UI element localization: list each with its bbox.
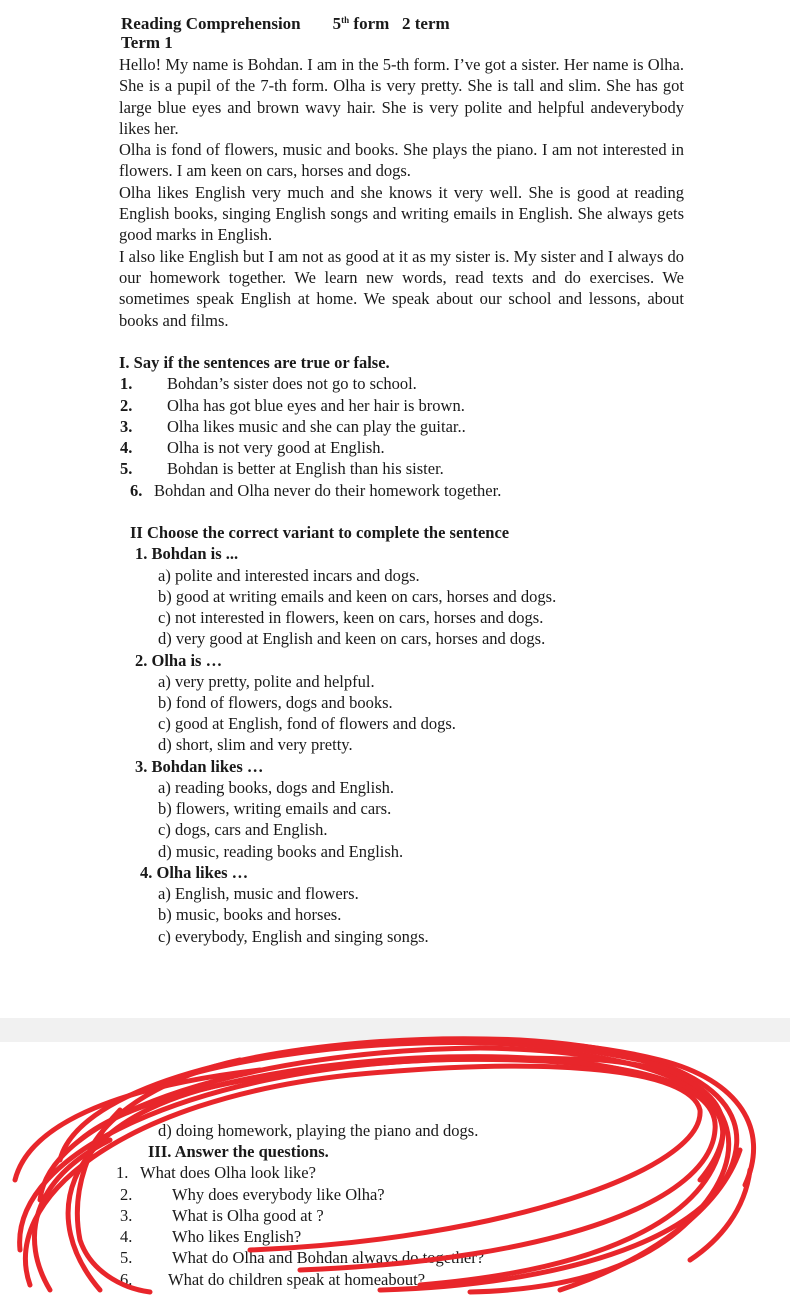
list-item: 5. Bohdan is better at English than his sister. [120,459,444,478]
paragraph-2: Olha is fond of flowers, music and books. She plays the piano. I am not interested in flowers. I am keen on cars, horses and dogs. [119,140,684,181]
paragraph-3: Olha likes English very much and she knows it very well. She is good at reading English books, singing English songs and writing emails in English. She always gets good marks in English. [119,182,684,245]
paragraph-1: Hello! My name is Bohdan. I am in the 5-th form. I’ve got a sister. Her name is Olha. She is a pupil of the 7-th form. Olha is very pretty. She is tall and slim. She has got large blue eyes and brown wavy hair. She is very polite and helpful andeverybody likes her. [119,55,684,138]
option: d) very good at English and keen on cars, horses and dogs. [158,629,546,648]
list-item: 5. What do Olha and Bohdan always do together? [120,1248,485,1267]
section-2-title: II Choose the correct variant to complete the sentence [130,523,510,542]
option: b) music, books and horses. [158,905,342,924]
list-item: 4. Olha is not very good at English. [120,438,385,457]
option: b) good at writing emails and keen on cars, horses and dogs. [158,587,557,606]
list-item: 6. Bohdan and Olha never do their homework together. [130,481,502,500]
grade-label: 5th form 2 term [332,14,450,33]
list-item: 2. Olha has got blue eyes and her hair is brown. [120,396,465,415]
option: d) music, reading books and English. [158,842,404,861]
option: a) English, music and flowers. [158,884,359,903]
option: c) everybody, English and singing songs. [158,927,429,946]
option: c) good at English, fond of flowers and dogs. [158,714,456,733]
option: d) short, slim and very pretty. [158,735,353,754]
worksheet-title [121,10,450,34]
list-item: 1. Bohdan’s sister does not go to school. [120,374,417,393]
option: c) not interested in flowers, keen on cars, horses and dogs. [158,608,544,627]
question-1: 1. Bohdan is ... [135,544,239,563]
list-item: 6. What do children speak at homeabout? [120,1270,426,1289]
option: a) reading books, dogs and English. [158,778,395,797]
list-item: 1. What does Olha look like? [116,1163,316,1182]
option: b) flowers, writing emails and cars. [158,799,392,818]
question-4: 4. Olha likes … [140,863,249,882]
question-3: 3. Bohdan likes … [135,757,264,776]
term-label: Term 1 [121,33,173,52]
list-item: 3. What is Olha good at ? [120,1206,324,1225]
section-1-title: I. Say if the sentences are true or false. [119,353,390,372]
list-item: 4. Who likes English? [120,1227,302,1246]
option: a) polite and interested incars and dogs. [158,566,420,585]
list-item: 2. Why does everybody like Olha? [120,1185,385,1204]
paragraph-4: I also like English but I am not as good at it as my sister is. My sister and I always do our homework together. We learn new words, read texts and do exercises. We sometimes speak English at home. We speak about our school and lessons, about books and films. [119,246,684,330]
option: a) very pretty, polite and helpful. [158,672,375,691]
option: d) doing homework, playing the piano and dogs. [158,1121,479,1140]
question-2: 2. Olha is … [135,651,223,670]
option: c) dogs, cars and English. [158,820,328,839]
title-text: Reading Comprehension [121,14,301,33]
option: b) fond of flowers, dogs and books. [158,693,393,712]
reading-text [119,54,684,331]
list-item: 3. Olha likes music and she can play the guitar.. [120,417,466,436]
section-3-title: III. Answer the questions. [148,1142,329,1161]
